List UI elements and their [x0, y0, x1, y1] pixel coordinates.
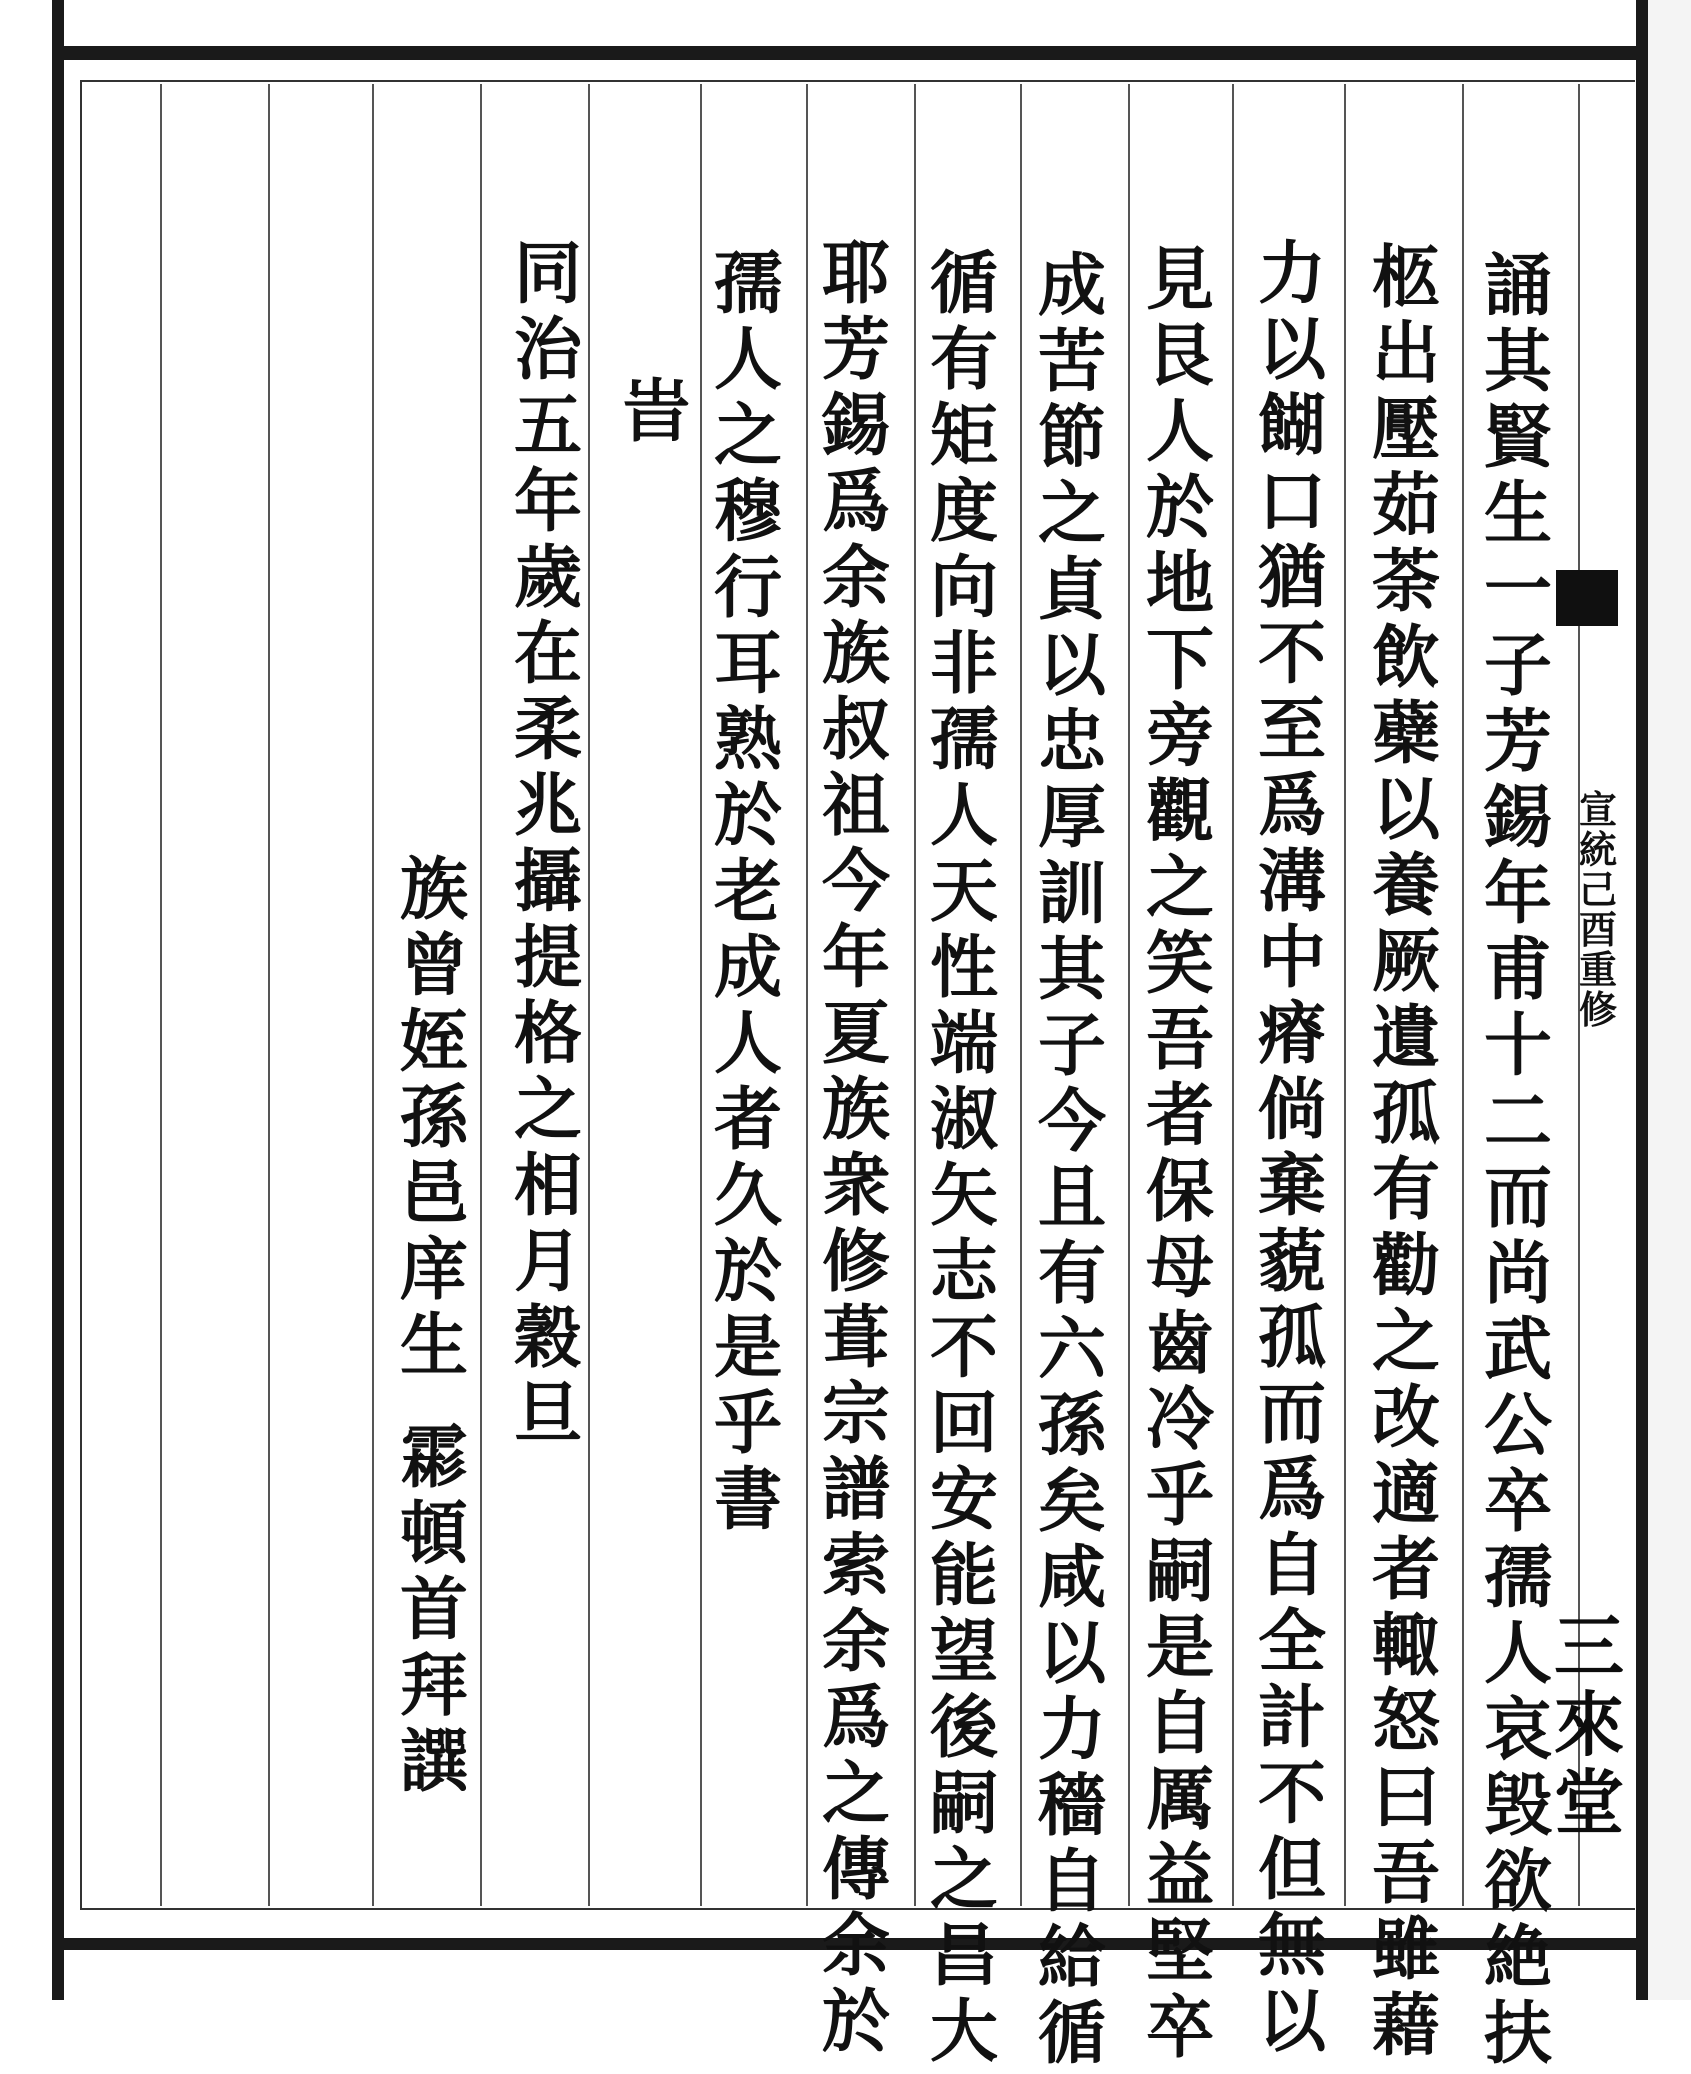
hall-name: 三來堂	[1554, 1605, 1624, 1844]
signature-name: 霦頓首拜譔	[399, 1418, 468, 1802]
column-rule	[1232, 84, 1234, 1906]
column-rule	[806, 84, 808, 1906]
frame-border-top	[55, 46, 1650, 60]
column-rule	[700, 84, 702, 1906]
date-line: 同治五年歲在柔兆攝提格之相月穀旦	[513, 234, 582, 1454]
column-rule	[372, 84, 374, 1906]
date-prefix: 旹	[621, 372, 690, 452]
column-rule	[160, 84, 162, 1906]
text-column-6: 循有矩度向非孺人天性端淑矢志不回安能望後嗣之昌大	[929, 244, 998, 2072]
frame-border-left	[52, 0, 64, 2000]
text-column-5: 成苦節之貞以忠厚訓其子今且有六孫矣咸以力穡自給循	[1037, 246, 1106, 2074]
column-rule	[1020, 84, 1022, 1906]
inner-border-left	[80, 80, 82, 1910]
column-rule	[1344, 84, 1346, 1906]
column-rule	[588, 84, 590, 1906]
column-rule	[1128, 84, 1130, 1906]
edition-note: 宣統己酉重修	[1578, 787, 1617, 1032]
text-column-8: 孺人之穆行耳熟於老成人者久於是乎書	[713, 244, 782, 1540]
text-column-3: 力以餬口猶不至爲溝中瘠倘棄藐孤而爲自全計不但無以	[1257, 234, 1326, 2062]
page-edge	[1648, 0, 1691, 2000]
signature-role: 族曾姪孫邑庠生	[399, 850, 468, 1386]
text-column-1: 誦其賢生一子芳錫年甫十二而尚武公卒孺人哀毁欲絶扶	[1483, 246, 1552, 2074]
frame-border-right	[1636, 0, 1648, 2000]
text-column-7: 耶芳錫爲余族叔祖今年夏族衆修葺宗譜索余爲之傳余於	[821, 234, 890, 2062]
title-block-mark	[1556, 570, 1618, 626]
column-rule	[1462, 84, 1464, 1906]
column-rule	[914, 84, 916, 1906]
text-column-2: 柩出壓茹荼飲蘗以養厥遺孤有勸之改適者輙怒曰吾雖藉	[1371, 238, 1440, 2066]
text-column-4: 見艮人於地下旁觀之笑吾者保母齒冷乎嗣是自厲益堅卒	[1145, 240, 1214, 2068]
inner-border-top	[80, 80, 1635, 82]
column-rule	[268, 84, 270, 1906]
column-rule	[480, 84, 482, 1906]
